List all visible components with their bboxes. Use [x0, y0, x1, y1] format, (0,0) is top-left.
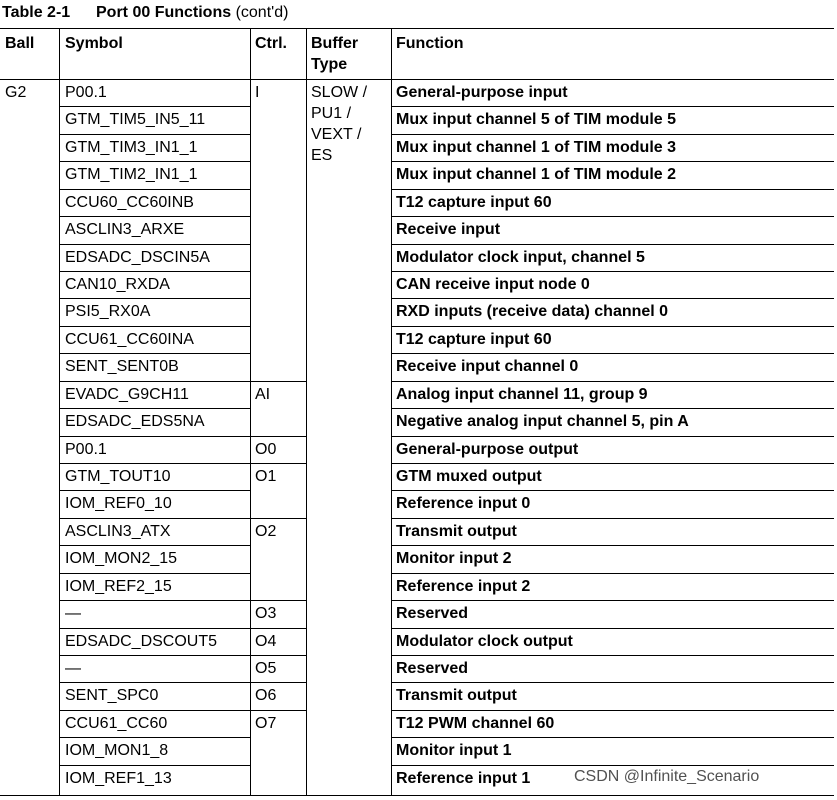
function-cell: Reserved [396, 660, 469, 677]
symbol-cell: EDSADC_DSCOUT5 [65, 633, 218, 650]
function-cell: Mux input channel 1 of TIM module 2 [396, 166, 677, 183]
symbol-cell: P00.1 [65, 84, 107, 101]
header-ctrl: Ctrl. [255, 35, 287, 52]
symbol-cell: EDSADC_DSCIN5A [65, 249, 210, 266]
function-cell: CAN receive input node 0 [396, 276, 590, 293]
ball-value: G2 [5, 84, 27, 101]
symbol-cell: EVADC_G9CH11 [65, 386, 189, 403]
function-cell: General-purpose output [396, 441, 579, 458]
function-cell: Monitor input 1 [396, 742, 512, 759]
row-rule [59, 655, 250, 656]
table-number: Table 2-1 [2, 4, 71, 21]
function-cell: T12 capture input 60 [396, 194, 552, 211]
function-cell: Mux input channel 1 of TIM module 3 [396, 139, 677, 156]
symbol-cell: SENT_SENT0B [65, 358, 179, 375]
watermark: CSDN @Infinite_Scenario [574, 768, 760, 785]
function-cell: T12 PWM channel 60 [396, 715, 555, 732]
symbol-cell: PSI5_RX0A [65, 303, 151, 320]
function-cell: GTM muxed output [396, 468, 542, 485]
ctrl-cell: O3 [255, 605, 277, 622]
ctrl-cell: I [255, 84, 260, 101]
symbol-cell: IOM_REF2_15 [65, 578, 172, 595]
symbol-cell: CCU61_CC60 [65, 715, 168, 732]
symbol-cell: — [65, 605, 81, 622]
table-top-rule [0, 28, 834, 29]
symbol-cell: — [65, 660, 81, 677]
column-rule [250, 28, 251, 795]
function-cell: Receive input [396, 221, 501, 238]
function-cell: Modulator clock input, channel 5 [396, 249, 645, 266]
symbol-cell: GTM_TIM5_IN5_11 [65, 111, 206, 128]
ctrl-cell: O7 [255, 715, 277, 732]
symbol-cell: GTM_TOUT10 [65, 468, 171, 485]
function-cell: Reserved [396, 605, 469, 622]
ctrl-cell: O6 [255, 687, 277, 704]
symbol-cell: IOM_MON1_8 [65, 742, 169, 759]
function-cell: Receive input channel 0 [396, 358, 579, 375]
ctrl-cell: AI [255, 386, 271, 403]
ctrl-cell: O1 [255, 468, 277, 485]
function-cell: Modulator clock output [396, 633, 573, 650]
symbol-cell: CAN10_RXDA [65, 276, 170, 293]
symbol-cell: EDSADC_EDS5NA [65, 413, 205, 430]
header-buffer-type: Buffer Type [311, 35, 359, 73]
ctrl-cell: O2 [255, 523, 277, 540]
symbol-cell: CCU61_CC60INA [65, 331, 194, 348]
symbol-cell: IOM_REF0_10 [65, 495, 172, 512]
symbol-cell: GTM_TIM3_IN1_1 [65, 139, 198, 156]
symbol-cell: ASCLIN3_ATX [65, 523, 171, 540]
function-cell: Negative analog input channel 5, pin A [396, 413, 689, 430]
symbol-cell: GTM_TIM2_IN1_1 [65, 166, 198, 183]
ctrl-cell: O0 [255, 441, 277, 458]
symbol-cell: SENT_SPC0 [65, 687, 159, 704]
symbol-cell: P00.1 [65, 441, 107, 458]
column-rule [391, 28, 392, 795]
function-cell: T12 capture input 60 [396, 331, 552, 348]
table-title: Port 00 Functions [96, 4, 232, 21]
ctrl-cell: O5 [255, 660, 277, 677]
table-bottom-rule [0, 795, 834, 796]
function-cell: RXD inputs (receive data) channel 0 [396, 303, 669, 320]
function-cell: General-purpose input [396, 84, 568, 101]
symbol-cell: IOM_MON2_15 [65, 550, 178, 567]
function-cell: Reference input 0 [396, 495, 531, 512]
row-rule [59, 600, 250, 601]
symbol-cell: IOM_REF1_13 [65, 770, 172, 787]
header-function: Function [396, 35, 464, 52]
ctrl-cell: O4 [255, 633, 277, 650]
function-cell: Monitor input 2 [396, 550, 512, 567]
function-cell: Analog input channel 11, group 9 [396, 386, 648, 403]
table-title-suffix: (cont'd) [235, 4, 289, 21]
header-ball: Ball [5, 35, 35, 52]
function-cell: Mux input channel 5 of TIM module 5 [396, 111, 677, 128]
function-cell: Reference input 2 [396, 578, 531, 595]
buffer-type-value: SLOW / PU1 / VEXT / ES [311, 84, 368, 164]
header-symbol: Symbol [65, 35, 123, 52]
symbol-cell: CCU60_CC60INB [65, 194, 194, 211]
column-rule [306, 28, 307, 795]
function-cell: Transmit output [396, 523, 517, 540]
column-rule [59, 28, 60, 795]
function-cell: Reference input 1 [396, 770, 531, 787]
symbol-cell: ASCLIN3_ARXE [65, 221, 185, 238]
function-cell: Transmit output [396, 687, 517, 704]
